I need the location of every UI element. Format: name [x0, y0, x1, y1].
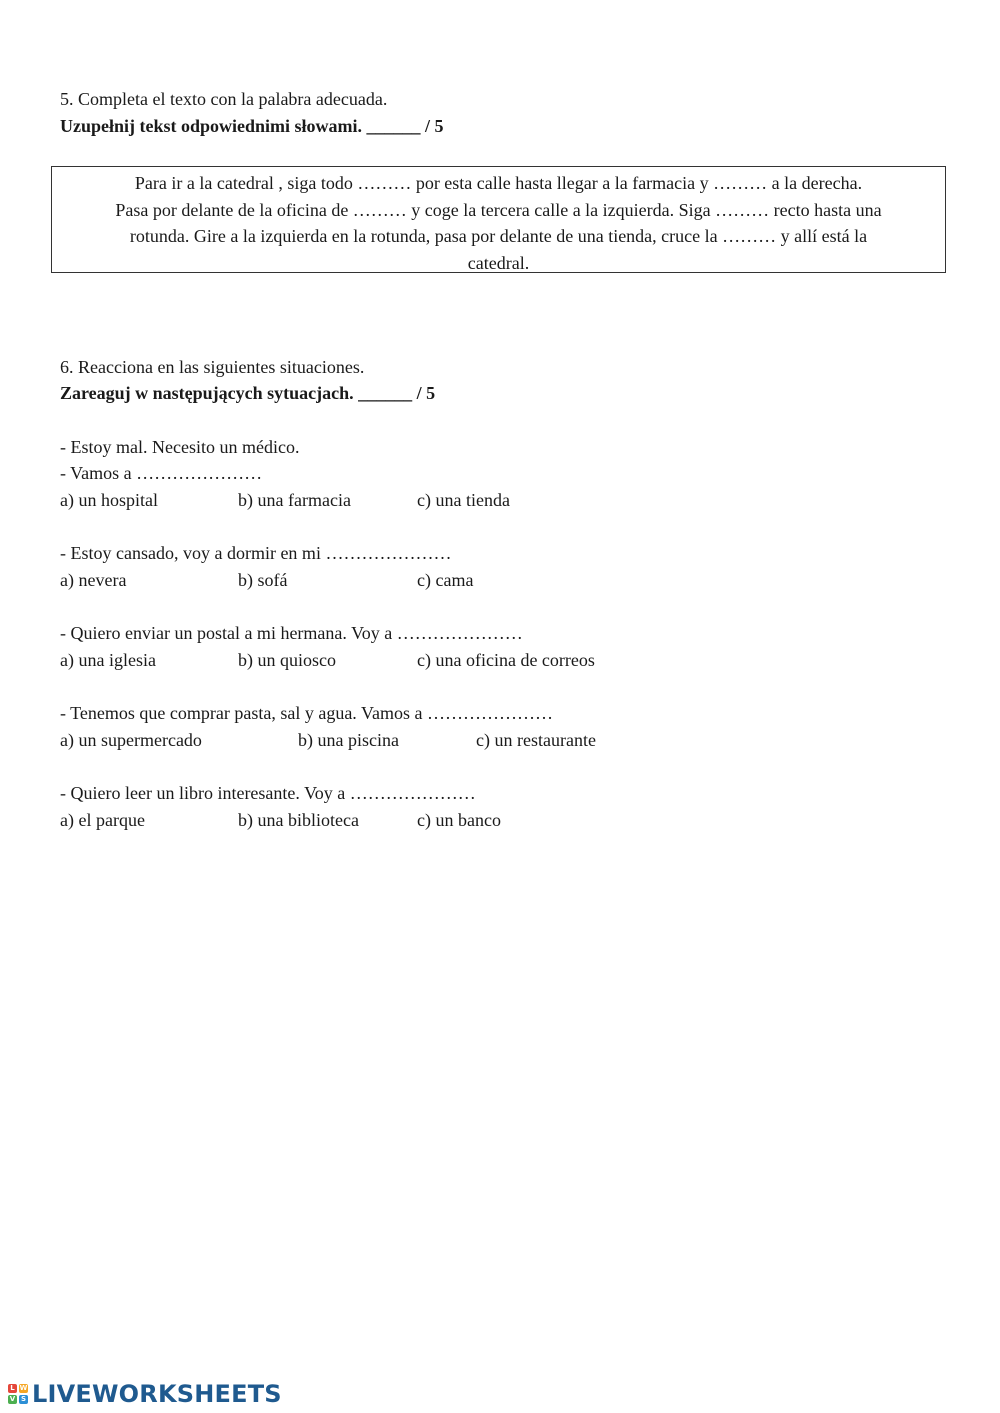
text-line: catedral.	[467, 252, 530, 273]
question-5-prompt: - Quiero leer un libro interesante. Voy a …………………	[60, 783, 476, 803]
question-1-option-b[interactable]: b) una farmacia	[238, 490, 351, 510]
text-line: Pasa por delante de la oficina de ……… y coge la tercera calle a la izquierda. Siga ……… recto hasta una	[115, 199, 882, 220]
question-3-prompt: - Quiero enviar un postal a mi hermana. Voy a …………………	[60, 623, 523, 643]
question-2-option-a[interactable]: a) nevera	[60, 570, 127, 590]
text-line: rotunda. Gire a la izquierda en la rotunda, pasa por delante de una tienda, cruce la ……… y allí está la	[129, 226, 868, 247]
question-2-prompt: - Estoy cansado, voy a dormir en mi …………………	[60, 543, 452, 563]
logo-grid-icon	[8, 1384, 28, 1404]
question-4-option-b[interactable]: b) una piscina	[298, 730, 399, 750]
question-4-prompt: - Tenemos que comprar pasta, sal y agua. Vamos a …………………	[60, 703, 553, 723]
logo-tile: W	[19, 1384, 28, 1392]
liveworksheets-logo[interactable]	[8, 1380, 282, 1408]
section6-title: 6. Reacciona en las siguientes situaciones.	[60, 357, 365, 377]
question-3-option-c[interactable]: c) una oficina de correos	[417, 650, 595, 670]
question-1-option-a[interactable]: a) un hospital	[60, 490, 158, 510]
section6-subtitle: Zareaguj w następujących sytuacjach. ______ / 5	[60, 383, 436, 403]
section5-subtitle: Uzupełnij tekst odpowiednimi słowami. ______ / 5	[60, 116, 444, 136]
question-4-option-c[interactable]: c) un restaurante	[476, 730, 596, 750]
section5-text-box	[51, 166, 946, 273]
question-5-option-a[interactable]: a) el parque	[60, 810, 145, 830]
question-1-answer-line: - Vamos a …………………	[60, 463, 263, 483]
text-line: Para ir a la catedral , siga todo ……… por esta calle hasta llegar a la farmacia y ……… a la derecha.	[134, 173, 863, 193]
question-1-option-c[interactable]: c) una tienda	[417, 490, 510, 510]
logo-tile: L	[8, 1384, 17, 1393]
question-4-option-a[interactable]: a) un supermercado	[60, 730, 202, 750]
question-3-option-a[interactable]: a) una iglesia	[60, 650, 156, 670]
brand-name: LIVEWORKSHEETS	[32, 1380, 282, 1408]
logo-tile: S	[20, 1395, 27, 1403]
logo-tile: V	[9, 1395, 16, 1403]
question-5-option-c[interactable]: c) un banco	[417, 810, 501, 830]
question-2-option-c[interactable]: c) cama	[417, 570, 474, 590]
question-3-option-b[interactable]: b) un quiosco	[238, 650, 336, 670]
question-5-option-b[interactable]: b) una biblioteca	[238, 810, 359, 830]
question-1-prompt: - Estoy mal. Necesito un médico.	[60, 437, 300, 457]
question-2-option-b[interactable]: b) sofá	[238, 570, 288, 590]
section5-title: 5. Completa el texto con la palabra adecuada.	[60, 89, 388, 109]
